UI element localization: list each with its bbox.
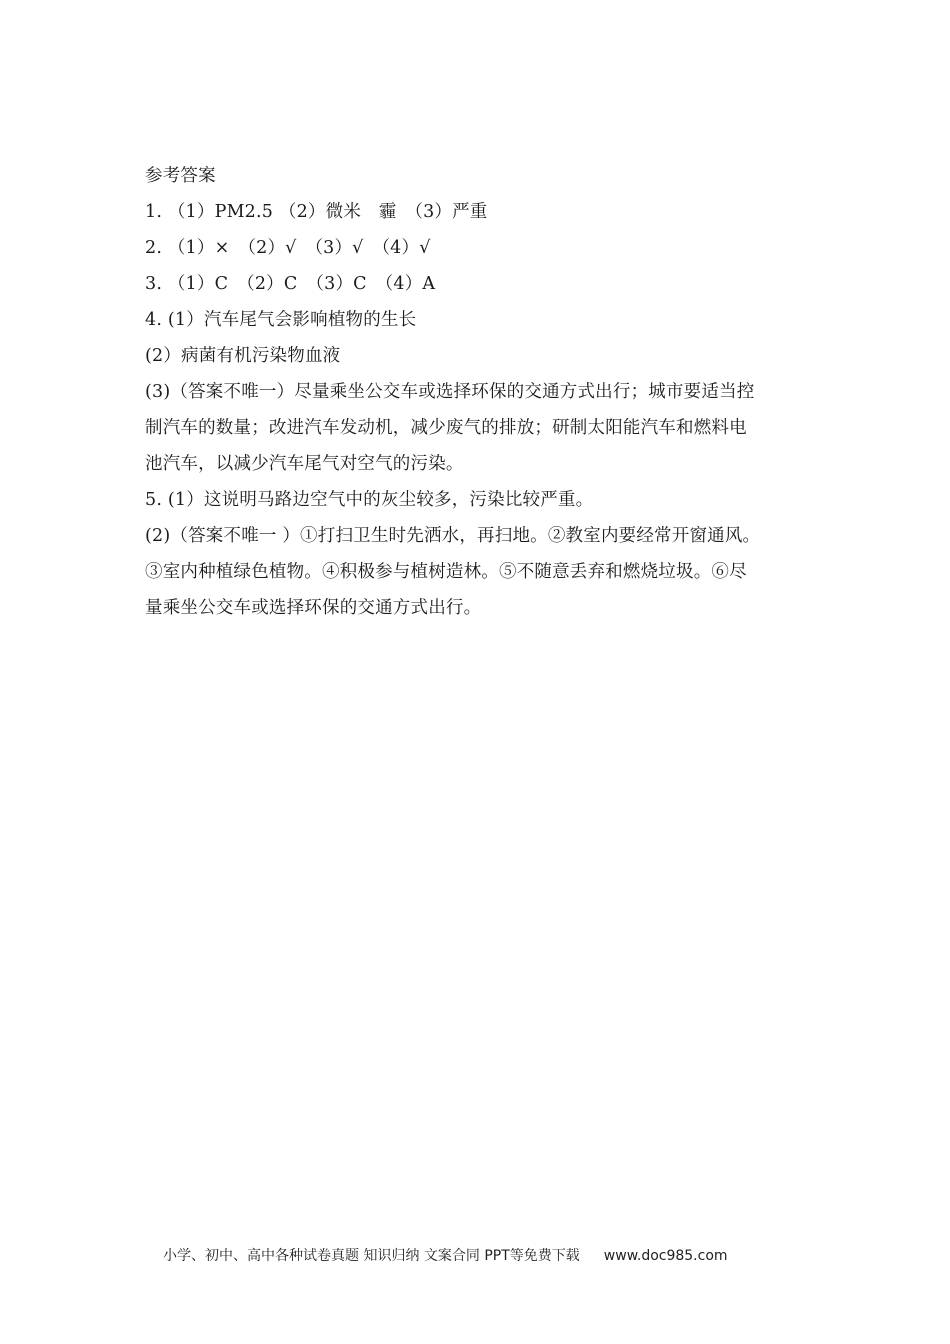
footer-url[interactable]: www.doc985.com [603, 1248, 728, 1264]
page-footer [163, 1244, 863, 1268]
answer-line: 5. (1）这说明马路边空气中的灰尘较多，污染比较严重。 [145, 490, 594, 510]
answer-line: 量乘坐公交车或选择环保的交通方式出行。 [145, 598, 482, 618]
answer-line: 4. (1）汽车尾气会影响植物的生长 [145, 310, 417, 330]
answer-line: (3)（答案不唯一）尽量乘坐公交车或选择环保的交通方式出行；城市要适当控 [145, 382, 755, 402]
footer-text: 小学、初中、高中各种试卷真题 知识归纳 文案合同 PPT等免费下载 [163, 1248, 580, 1264]
answer-line: (2)（答案不唯一 ）①打扫卫生时先洒水，再扫地。②教室内要经常开窗通风。 [145, 526, 761, 546]
answer-line: 池汽车，以减少汽车尾气对空气的污染。 [145, 454, 464, 474]
answer-heading: 参考答案 [145, 166, 216, 186]
answer-line: 1. （1）PM2.5 （2）微米 霾 （3）严重 [145, 202, 488, 222]
answer-line: 2. （1）× （2）√ （3）√ （4）√ [145, 238, 431, 258]
answer-line: 制汽车的数量；改进汽车发动机，减少废气的排放；研制太阳能汽车和燃料电 [145, 418, 747, 438]
answer-line: 3. （1）C （2）C （3）C （4）A [145, 274, 436, 294]
answer-line: (2）病菌有机污染物血液 [145, 346, 341, 366]
answer-key-content [145, 158, 825, 626]
answer-line: ③室内种植绿色植物。④积极参与植树造林。⑤不随意丢弃和燃烧垃圾。⑥尽 [145, 562, 747, 582]
